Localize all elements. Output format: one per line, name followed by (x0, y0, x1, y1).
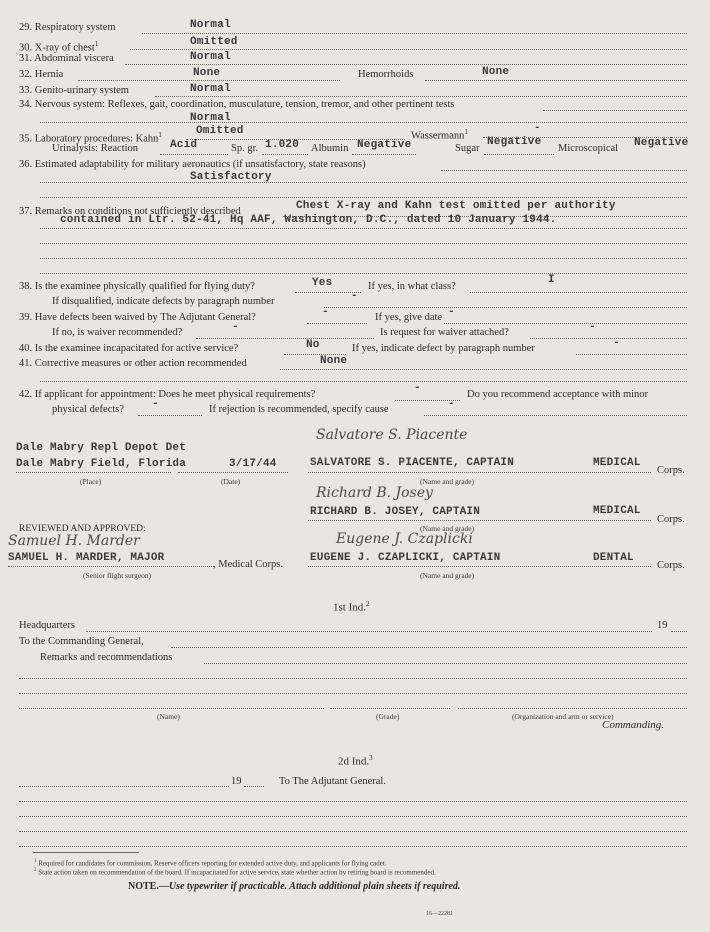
spgr-value: 1.020 (265, 139, 300, 151)
footnote-rule (33, 852, 139, 853)
disqualified-value: - (351, 290, 358, 302)
surgeon-signature: Samuel H. Marder (8, 533, 140, 549)
name-line (19, 708, 324, 709)
item-33-label: 33. Genito-urinary system (19, 85, 129, 96)
item-34-line-b (40, 122, 687, 123)
item-37-value-1: Chest X-ray and Kahn test omitted per authority (296, 200, 616, 212)
item-30-label: 30. X-ray of chest$^1$ (19, 40, 99, 54)
item-36-line-a (441, 170, 687, 171)
officer-1-caption: (Name and grade) (420, 477, 475, 486)
organization-line (458, 708, 687, 709)
rejection-label: If rejection is recommended, specify cause (209, 404, 389, 415)
date-caption: (Date) (221, 477, 241, 486)
item-38-value: Yes (312, 277, 333, 289)
albumin-line (352, 154, 416, 155)
second-ind-year-label: 19 (231, 776, 242, 787)
item-38-label: 38. Is the examinee physically qualified for flying duty? (19, 281, 255, 292)
place-caption: (Place) (80, 477, 102, 486)
remarks-line-b (19, 678, 687, 679)
date-value: 3/17/44 (229, 458, 277, 470)
waiver-date-label: If yes, give date (375, 312, 443, 323)
item-29-line (142, 33, 687, 34)
surgeon-caption: (Senior flight surgeon) (83, 571, 152, 580)
defect-para-value: - (613, 337, 620, 349)
item-40-value: No (306, 339, 320, 351)
grade-line (330, 708, 450, 709)
item-32-line (78, 80, 340, 81)
second-ind-line-d (19, 846, 687, 847)
name-caption: (Name) (157, 712, 180, 721)
minor-defects-value: - (152, 398, 159, 410)
place-line-1: Dale Mabry Repl Depot Det (16, 442, 187, 454)
waiver-rec-label: If no, is waiver recommended? (52, 327, 183, 338)
rejection-value: - (448, 398, 455, 410)
officer-2-line (308, 520, 651, 521)
disqualified-line (324, 307, 687, 308)
hemorrhoids-label: Hemorrhoids (358, 69, 414, 80)
microscopical-value: Negative (634, 137, 689, 149)
disqualified-label: If disqualified, indicate defects by paragraph number (52, 296, 275, 307)
item-40-label: 40. Is the examinee incapacitated for active service? (19, 343, 239, 354)
officer-2-name: RICHARD B. JOSEY, CAPTAIN (310, 506, 481, 518)
waiver-rec-value: - (232, 321, 239, 333)
item-29-value: Normal (190, 19, 231, 31)
hq-year-line (671, 631, 687, 632)
commanding-general-line (171, 647, 687, 648)
date-line (178, 472, 288, 473)
item-41-line-b (40, 381, 687, 382)
wassermann-label: Wassermann$^1$ (411, 128, 468, 142)
item-42-value: - (414, 382, 421, 394)
item-29-label: 29. Respiratory system (19, 22, 116, 33)
grade-caption: (Grade) (376, 712, 400, 721)
form-number: 16—22281 (426, 911, 453, 917)
second-ind-title: 2d Ind.$^3$ (338, 754, 373, 768)
item-31-line (125, 64, 687, 65)
item-37-line-b (40, 228, 687, 229)
second-ind-line-c (19, 831, 687, 832)
defect-para-line (576, 354, 687, 355)
item-33-line (155, 96, 687, 97)
item-39-value: - (322, 306, 329, 318)
item-31-label: 31. Abdominal viscera (19, 53, 114, 64)
rejection-line (424, 415, 687, 416)
second-ind-line-a (19, 801, 687, 802)
item-32-value: None (193, 67, 221, 79)
item-37-value-2: contained in Ltr. 52-41, Hq AAF, Washington, D.C., dated 10 January 1944. (60, 214, 557, 226)
officer-2-corps-label: Corps. (657, 514, 685, 525)
defect-para-label: If yes, indicate defect by paragraph number (352, 343, 535, 354)
item-42-label: 42. If applicant for appointment: Does he meet physical requirements? (19, 389, 316, 400)
second-ind-line-b (19, 816, 687, 817)
item-37-label: 37. Remarks on conditions not sufficiently described (19, 206, 241, 217)
spgr-line (262, 154, 308, 155)
item-41-line (280, 369, 687, 370)
item-36-line-c (40, 197, 687, 198)
place-line (16, 472, 171, 473)
headquarters-label: Headquarters (19, 620, 75, 631)
albumin-value: Negative (357, 139, 412, 151)
officer-3-signature: Eugene J. Czaplicki (336, 531, 473, 547)
officer-3-corps: DENTAL (593, 552, 634, 564)
item-41-label: 41. Corrective measures or other action recommended (19, 358, 247, 369)
officer-2-signature: Richard B. Josey (316, 485, 433, 501)
item-36-label: 36. Estimated adaptability for military aeronautics (if unsatisfactory, state reasons) (19, 159, 366, 170)
remarks-line-c (19, 693, 687, 694)
hemorrhoids-value: None (482, 66, 510, 78)
wassermann-value: - (534, 122, 541, 134)
item-37-line-c (40, 243, 687, 244)
officer-1-signature: Salvatore S. Piacente (316, 427, 468, 443)
hemorrhoids-line (425, 80, 687, 81)
item-30-value: Omitted (190, 36, 238, 48)
footnote-1: $^1$ Required for candidates for commission, Reserve officers reporting for extended active duty, and applicants for flying cadet. (34, 859, 387, 868)
officer-1-corps-label: Corps. (657, 465, 685, 476)
remarks-label: Remarks and recommendations (40, 652, 173, 663)
minor-defects-line (138, 415, 202, 416)
item-32-label: 32. Hernia (19, 69, 64, 80)
waiver-req-label: Is request for waiver attached? (380, 327, 509, 338)
hq-year-label: 19 (657, 620, 668, 631)
acceptance-label: Do you recommend acceptance with minor (467, 389, 649, 400)
microscopical-label: Microscopical (558, 143, 619, 154)
sugar-label: Sugar (455, 143, 480, 154)
officer-1-name: SALVATORE S. PIACENTE, CAPTAIN (310, 457, 515, 469)
officer-3-corps-label: Corps. (657, 560, 685, 571)
class-value: I (548, 274, 555, 286)
officer-3-name: EUGENE J. CZAPLICKI, CAPTAIN (310, 552, 501, 564)
officer-1-line (308, 472, 651, 473)
sugar-line (484, 154, 554, 155)
officer-3-caption: (Name and grade) (420, 571, 475, 580)
to-commanding-general: To the Commanding General, (19, 636, 144, 647)
reviewed-approved-label: REVIEWED AND APPROVED: (19, 524, 146, 534)
item-39-line (307, 323, 367, 324)
to-adjutant-general: To The Adjutant General. (279, 776, 386, 787)
item-37-line-e (40, 273, 687, 274)
spgr-label: Sp. gr. (231, 143, 259, 154)
albumin-label: Albumin (311, 143, 349, 154)
second-ind-place-line (19, 786, 229, 787)
item-36-value: Satisfactory (190, 171, 272, 183)
officer-1-corps: MEDICAL (593, 457, 641, 469)
kahn-value: Omitted (196, 125, 244, 137)
item-34-value: Normal (190, 112, 231, 124)
officer-3-line (308, 566, 651, 567)
item-30-line (130, 49, 687, 50)
officer-2-corps: MEDICAL (593, 505, 641, 517)
waiver-date-value: - (448, 306, 455, 318)
reaction-line (160, 154, 228, 155)
waiver-date-line (444, 323, 687, 324)
commanding-label: Commanding. (602, 719, 665, 731)
sugar-value: Negative (487, 136, 542, 148)
item-37-line-d (40, 258, 687, 259)
note-line: NOTE.—Use typewriter if practicable. Attach additional plain sheets if required. (128, 881, 461, 892)
waiver-req-line (530, 338, 687, 339)
class-line (470, 292, 687, 293)
organization-caption: (Organization and arm or service) (512, 712, 614, 721)
item-36-line-b (40, 182, 687, 183)
item-35-label: 35. Laboratory procedures: Kahn$^1$ (19, 131, 162, 145)
first-ind-title: 1st Ind.$^2$ (333, 600, 370, 614)
waiver-req-value: - (589, 321, 596, 333)
surgeon-name: SAMUEL H. MARDER, MAJOR (8, 552, 165, 564)
headquarters-line (86, 631, 652, 632)
surgeon-corps: , Medical Corps. (213, 559, 283, 570)
class-label: If yes, in what class? (368, 281, 456, 292)
reaction-value: Acid (170, 139, 198, 151)
footnote-2: $^2$ State action taken on recommendation of the board. If incapacitated for active service, state whether action by retiring board is recommended. (34, 868, 436, 877)
item-34-label: 34. Nervous system: Reflexes, gait, coordination, musculature, tension, tremor, and other pertinent tests (19, 99, 455, 110)
item-33-value: Normal (190, 83, 231, 95)
waiver-rec-line (196, 338, 374, 339)
officer-2-caption: (Name and grade) (420, 524, 475, 533)
item-34-line-a (543, 110, 687, 111)
item-41-value: None (320, 355, 348, 367)
surgeon-line (8, 566, 214, 567)
item-31-value: Normal (190, 51, 231, 63)
urinalysis-label: Urinalysis: Reaction (52, 143, 139, 154)
second-ind-year-line (244, 786, 264, 787)
place-line-2: Dale Mabry Field, Florida (16, 458, 187, 470)
item-39-label: 39. Have defects been waived by The Adjutant General? (19, 312, 256, 323)
remarks-line-a (204, 663, 687, 664)
minor-defects-label: physical defects? (52, 404, 125, 415)
